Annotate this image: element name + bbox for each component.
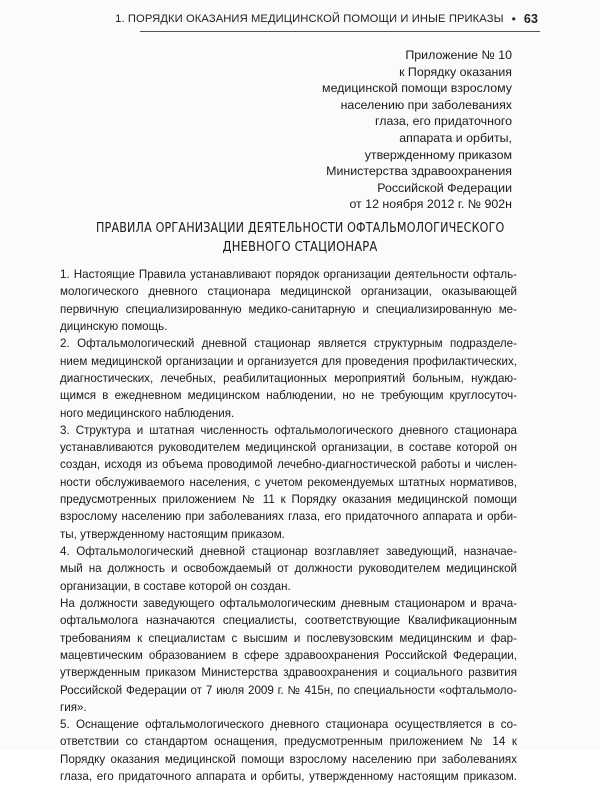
paragraph-4 [60, 543, 517, 595]
text-line: требованиям к специалистам с высшим и послевузовским медицинским и фар- [60, 631, 517, 645]
text-line: устанавливаются руководителем медицинской организации, в составе которой он [60, 441, 517, 455]
text-line: предусмотренных приложением № 11 к Порядку оказания медицинской помощи [60, 493, 517, 507]
text-line: 2. Офтальмологический дневной стационар является структурным подразделе- [60, 337, 517, 351]
running-header-title: 1. ПОРЯДКИ ОКАЗАНИЯ МЕДИЦИНСКОЙ ПОМОЩИ И ИНЫЕ ПРИКАЗЫ [115, 13, 504, 25]
running-header [115, 12, 538, 26]
text-line: мологического дневного стационара медицинской организации, оказывающей [60, 285, 517, 299]
text-line: 3. Структура и штатная численность офтальмологического дневного стационара [60, 423, 517, 437]
text-line: мацевтическим образованием в сфере здравоохранения Российской Федерации, [60, 648, 517, 662]
paragraph-5 [60, 595, 517, 716]
text-line: 1. Настоящие Правила устанавливают порядок организации деятельности офталь- [60, 268, 517, 281]
text-line: щимся в ежедневном медицинском наблюдении, но не требующим круглосуточ- [60, 389, 517, 403]
text-line: Российской Федерации от 7 июля 2009 г. № 415н, по специальности «офтальмоло- [60, 683, 517, 697]
document-body [60, 266, 517, 785]
text-line: мый на должность и освобождаемый от должности руководителем медицинской [60, 562, 517, 576]
appendix-line: медицинской помощи взрослому [322, 81, 512, 96]
running-header-bullet: • [511, 12, 516, 26]
text-line: ответствии со стандартом оснащения, предусмотренным приложением № 14 к [60, 735, 517, 749]
appendix-line: глаза, его придаточного [374, 114, 512, 129]
appendix-line: к Порядку оказания [399, 64, 512, 79]
text-line: создан, исходя из объема проводимой лечебно-диагностической работы и числен- [60, 458, 517, 472]
paragraph-2 [60, 335, 517, 422]
text-line: 5. Оснащение офтальмологического дневного стационара осуществляется в со- [60, 718, 517, 732]
header-rule [140, 31, 540, 32]
appendix-line: от 12 ноября 2012 г. № 902н [349, 197, 512, 212]
appendix-line: аппарата и орбиты, [399, 130, 512, 145]
text-line: 4. Офтальмологический дневной стационар возглавляет заведующий, назначае- [60, 545, 517, 558]
appendix-block [212, 47, 512, 213]
text-line: нием медицинской организации и организуется для проведения профилактических, [60, 354, 517, 368]
page-number: 63 [523, 12, 538, 26]
appendix-line: Российской Федерации [377, 180, 512, 195]
paragraph-3 [60, 422, 517, 543]
text-line: ного медицинского наблюдения. [60, 406, 235, 420]
text-line: утвержденным приказом Министерства здравоохранения и социального развития [60, 666, 517, 680]
text-line: офтальмолога назначаются специалисты, соответствующие Квалификационным [60, 614, 517, 628]
text-line: глаза, его придаточного аппарата и орбиты, утвержденному настоящим приказом. [60, 770, 517, 784]
text-line: организации, в составе которой он создан. [60, 579, 291, 593]
text-line: гия». [60, 700, 87, 714]
text-line: диагностических, лечебных, реабилитационных мероприятий больным, нуждаю- [60, 371, 517, 385]
text-line: Порядку оказания медицинской помощи взрослому населению при заболеваниях [60, 752, 517, 766]
appendix-line: населению при заболеваниях [340, 97, 512, 112]
text-line: На должности заведующего офтальмологическим дневным стационаром и врача- [60, 596, 517, 610]
text-line: дицинскую помощь. [60, 319, 168, 333]
text-line: взрослому населению при заболеваниях глаза, его придаточного аппарата и орби- [60, 510, 517, 524]
title-line: ДНЕВНОГО СТАЦИОНАРА [222, 239, 378, 255]
document-title [96, 219, 504, 257]
appendix-line: Министерства здравоохранения [326, 164, 512, 179]
text-line: ности обслуживаемого населения, с учетом рекомендуемых штатных нормативов, [60, 475, 517, 489]
appendix-line: утвержденному приказом [364, 147, 512, 162]
text-line: ты, утвержденному настоящим приказом. [60, 527, 285, 541]
text-line: первичную специализированную медико-санитарную и специализированную ме- [60, 302, 517, 316]
paragraph-1 [60, 266, 517, 335]
title-line: ПРАВИЛА ОРГАНИЗАЦИИ ДЕЯТЕЛЬНОСТИ ОФТАЛЬМОЛОГИЧЕСКОГО [96, 221, 505, 236]
paragraph-6 [60, 716, 517, 785]
appendix-line: Приложение № 10 [405, 48, 512, 62]
